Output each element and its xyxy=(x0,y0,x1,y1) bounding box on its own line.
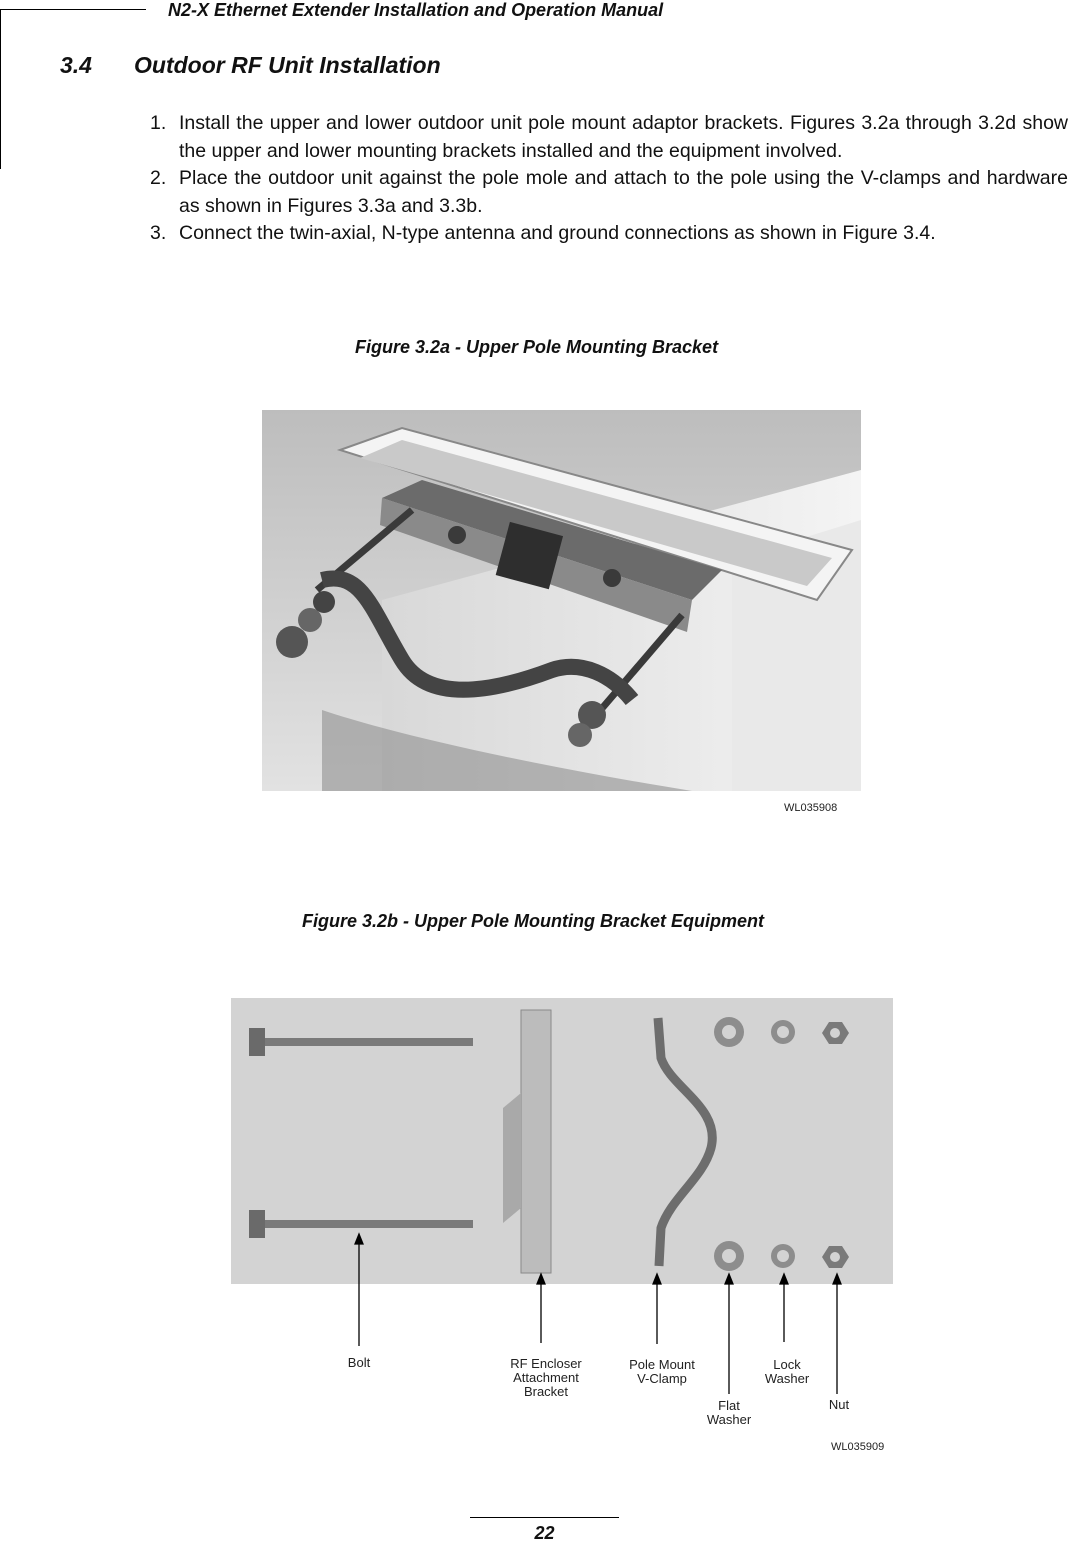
step-number: 3. xyxy=(150,222,167,244)
footer-rule xyxy=(470,1517,619,1518)
page-number: 22 xyxy=(534,1523,555,1543)
margin-rule xyxy=(0,9,1,169)
nut-callout-arrowhead xyxy=(833,1274,841,1284)
step-text: Install the upper and lower outdoor unit pole mount adaptor brackets. Figures 3.2a through 3.2d show the upper and lower mounting brackets installed and the equipment involved. xyxy=(179,112,1068,162)
header-rule xyxy=(0,9,146,10)
step-text: Connect the twin-axial, N-type antenna and ground connections as shown in Figure 3.4. xyxy=(179,222,936,244)
list-item xyxy=(150,220,1068,248)
flat-washer-label: Flat Washer xyxy=(706,1398,752,1427)
vclamp-label: Pole Mount V-Clamp xyxy=(629,1357,695,1386)
section-title: Outdoor RF Unit Installation xyxy=(134,52,441,78)
list-item xyxy=(150,165,1068,220)
running-header: N2-X Ethernet Extender Installation and Operation Manual xyxy=(168,0,664,20)
step-number: 1. xyxy=(150,112,167,134)
lock-washer-label: Lock Washer xyxy=(764,1357,810,1386)
lock-washer-callout-arrowhead xyxy=(780,1274,788,1284)
section-number: 3.4 xyxy=(60,52,92,78)
figure-a-caption: Figure 3.2a - Upper Pole Mounting Bracket xyxy=(355,337,719,357)
figure-b-id: WL035909 xyxy=(831,1441,885,1453)
bracket-callout-arrowhead xyxy=(537,1274,545,1284)
step-text: Place the outdoor unit against the pole mole and attach to the pole using the V-clamps and hardware as shown in Figures 3.3a and 3.3b. xyxy=(179,167,1068,217)
installation-steps xyxy=(150,110,1068,248)
bolt-callout-arrowhead xyxy=(355,1234,363,1244)
bolt-label: Bolt xyxy=(347,1355,371,1370)
flat-washer-callout-arrowhead xyxy=(725,1274,733,1284)
step-number: 2. xyxy=(150,167,167,189)
figure-a-photo xyxy=(262,410,861,791)
bracket-label: RF Encloser Attachment Bracket xyxy=(510,1356,582,1399)
bracket-photo-illustration xyxy=(262,410,861,791)
figure-b-caption: Figure 3.2b - Upper Pole Mounting Bracket Equipment xyxy=(302,911,765,931)
nut-label: Nut xyxy=(828,1397,850,1412)
vclamp-callout-arrowhead xyxy=(653,1274,661,1284)
figure-a-id: WL035908 xyxy=(784,802,838,814)
list-item xyxy=(150,110,1068,165)
